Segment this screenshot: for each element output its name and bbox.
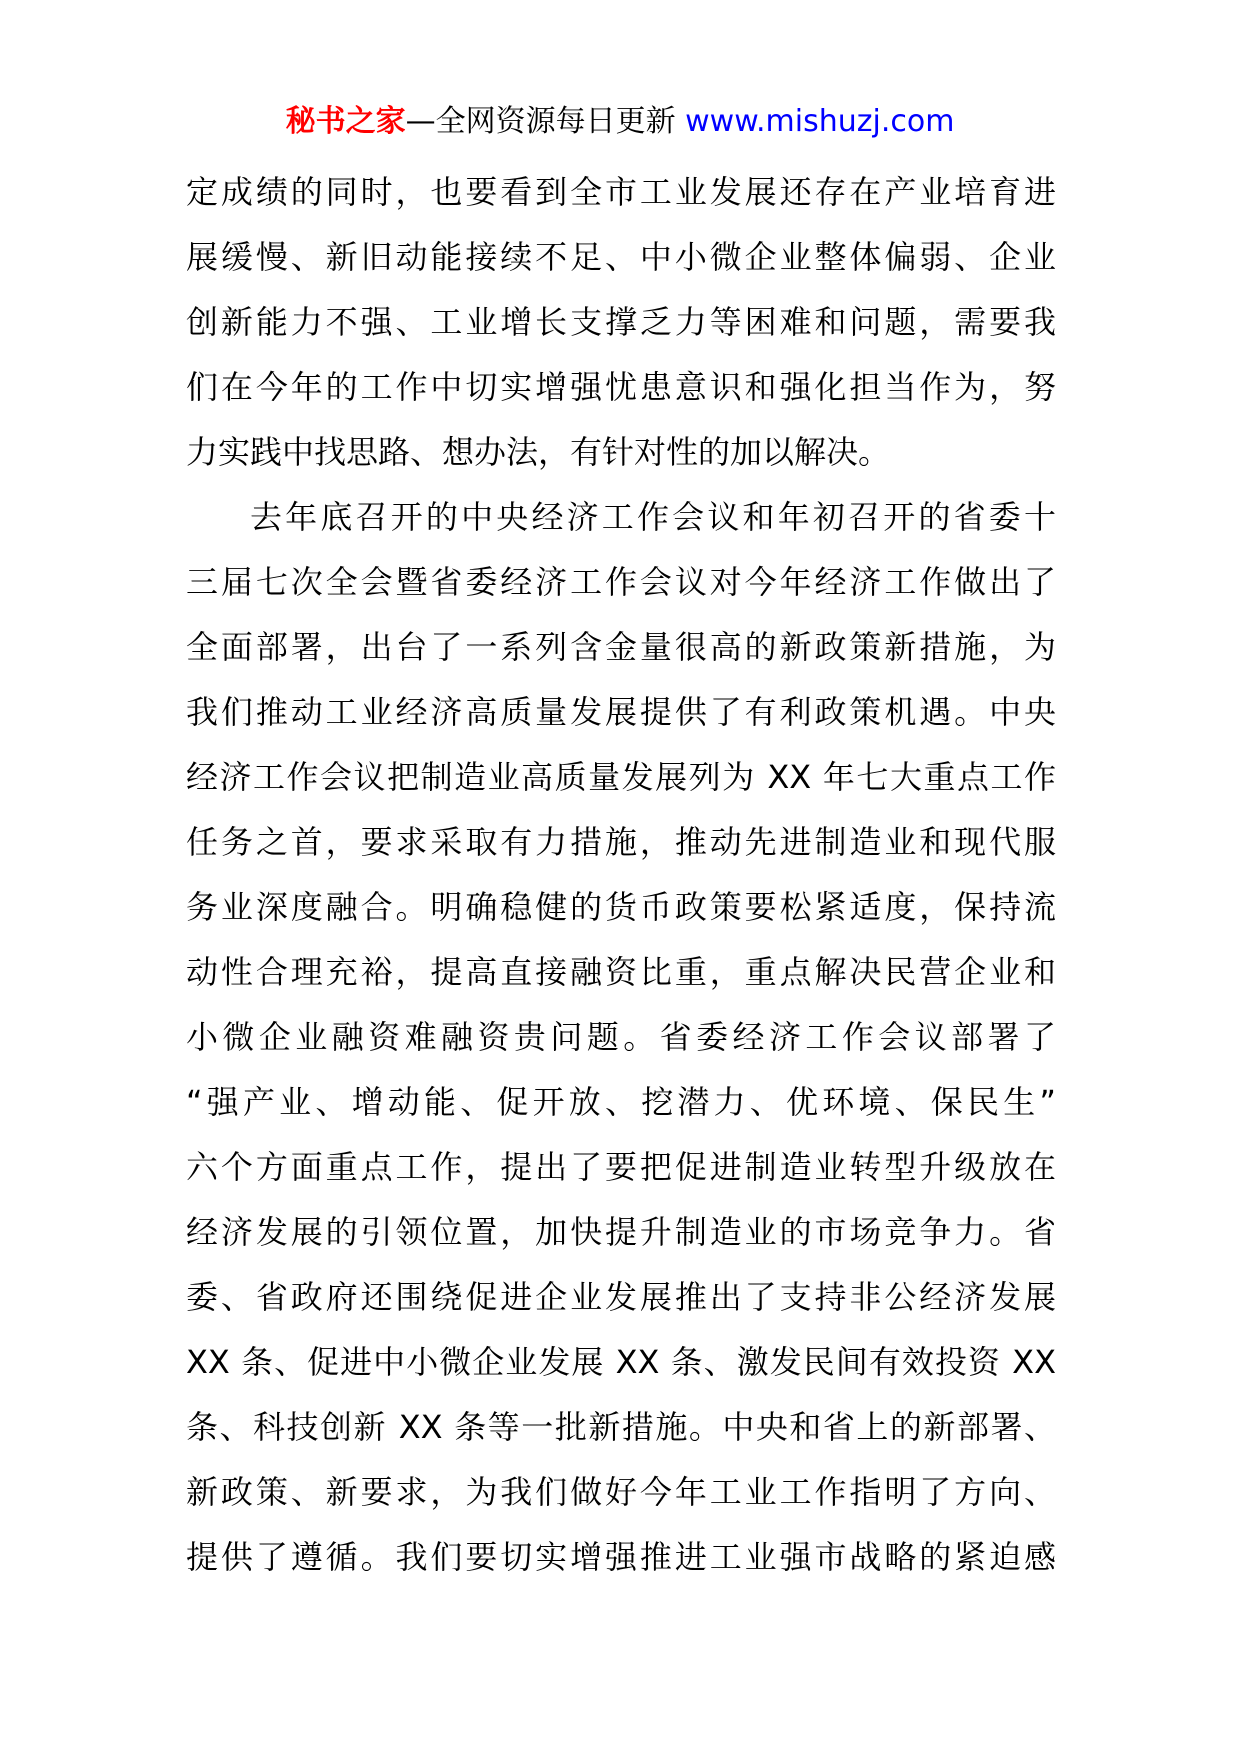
- paragraph-2-line-7: 务业深度融合。明确稳健的货币政策要松紧适度，保持流: [186, 888, 1056, 926]
- paragraph-2-line-8: 动性合理充裕，提高直接融资比重，重点解决民营企业和: [186, 953, 1056, 991]
- paragraph-2-line-1: 去年底召开的中央经济工作会议和年初召开的省委十: [250, 498, 1056, 536]
- site-header: [0, 102, 1240, 142]
- paragraph-2-line-12: 经济发展的引领位置，加快提升制造业的市场竞争力。省: [186, 1213, 1056, 1251]
- paragraph-2-line-4: 我们推动工业经济高质量发展提供了有利政策机遇。中央: [186, 693, 1056, 731]
- paragraph-2-line-13: 委、省政府还围绕促进企业发展推出了支持非公经济发展: [186, 1278, 1056, 1316]
- paragraph-1-line-5: 力实践中找思路、想办法，有针对性的加以解决。: [186, 433, 891, 471]
- paragraph-2-line-14: XX 条、促进中小微企业发展 XX 条、激发民间有效投资 XX: [186, 1343, 1056, 1381]
- paragraph-2-line-16: 新政策、新要求，为我们做好今年工业工作指明了方向、: [186, 1473, 1056, 1511]
- site-url-link[interactable]: www.mishuzj.com: [685, 104, 955, 139]
- paragraph-2-line-3: 全面部署，出台了一系列含金量很高的新政策新措施，为: [186, 628, 1056, 666]
- header-slogan: —全网资源每日更新: [405, 104, 676, 139]
- paragraph-2-line-11: 六个方面重点工作，提出了要把促进制造业转型升级放在: [186, 1148, 1056, 1186]
- document-body: [186, 160, 1056, 1590]
- brand-name: 秘书之家: [285, 104, 406, 139]
- paragraph-1-line-3: 创新能力不强、工业增长支撑乏力等困难和问题，需要我: [186, 303, 1056, 341]
- paragraph-2-line-17: 提供了遵循。我们要切实增强推进工业强市战略的紧迫感: [186, 1538, 1056, 1576]
- paragraph-2-line-10: “强产业、增动能、促开放、挖潜力、优环境、保民生”: [186, 1083, 1056, 1121]
- paragraph-2-line-5: 经济工作会议把制造业高质量发展列为 XX 年七大重点工作: [186, 758, 1056, 796]
- paragraph-1-line-2: 展缓慢、新旧动能接续不足、中小微企业整体偏弱、企业: [186, 238, 1056, 276]
- paragraph-1-line-1: 定成绩的同时，也要看到全市工业发展还存在产业培育进: [186, 173, 1056, 211]
- paragraph-2-line-6: 任务之首，要求采取有力措施，推动先进制造业和现代服: [186, 823, 1056, 861]
- paragraph-2-line-9: 小微企业融资难融资贵问题。省委经济工作会议部署了: [186, 1018, 1056, 1056]
- paragraph-1-line-4: 们在今年的工作中切实增强忧患意识和强化担当作为，努: [186, 368, 1056, 406]
- paragraph-2-line-2: 三届七次全会暨省委经济工作会议对今年经济工作做出了: [186, 563, 1056, 601]
- paragraph-2-line-15: 条、科技创新 XX 条等一批新措施。中央和省上的新部署、: [186, 1408, 1056, 1446]
